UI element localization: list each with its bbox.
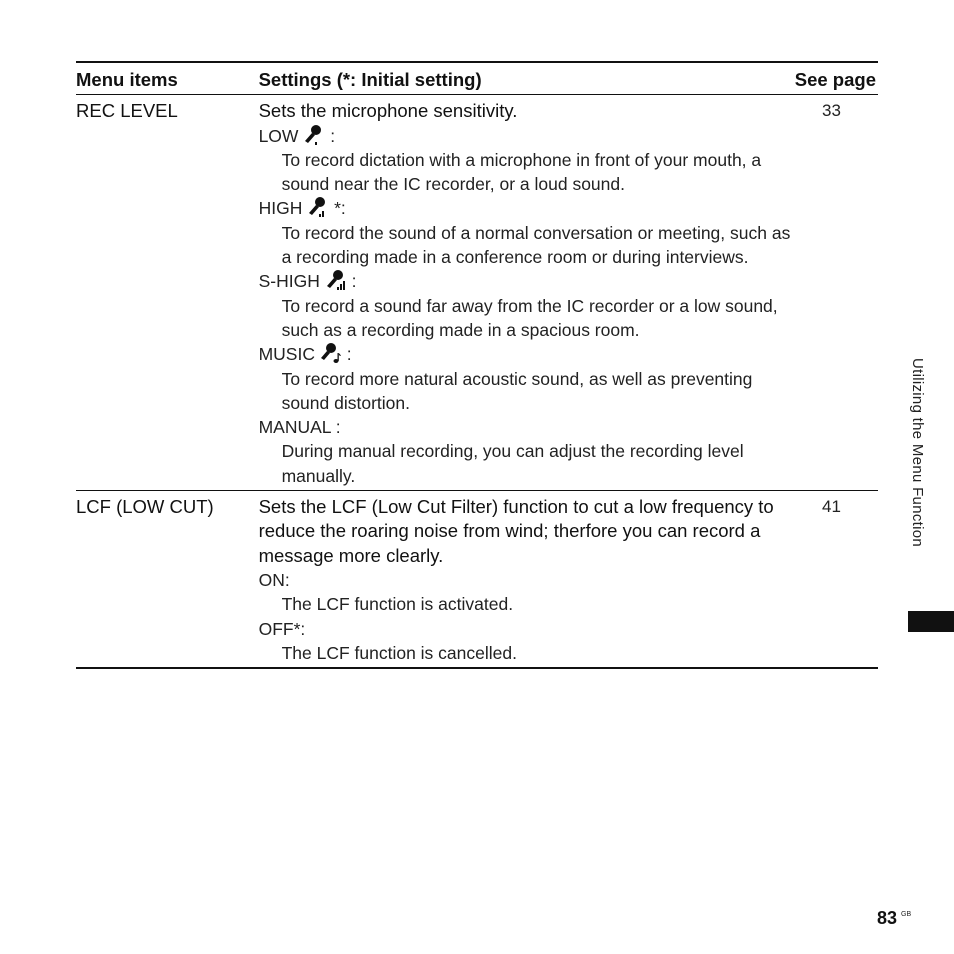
option-s-high-description: To record a sound far away from the IC recorder or a low sound, such as a recording made in a spacious room. xyxy=(281,295,778,340)
side-tab-marker xyxy=(908,611,954,632)
page-number: 83 xyxy=(877,908,898,928)
option-manual-label: MANUAL : xyxy=(258,417,341,438)
header-settings: Settings (*: Initial setting) xyxy=(259,62,793,95)
option-off-label: OFF*: xyxy=(258,618,306,639)
header-see-page: See page xyxy=(793,62,878,95)
option-high-label: HIGH xyxy=(258,198,303,219)
option-low-label: LOW xyxy=(258,125,299,146)
rec-level-lead: Sets the microphone sensitivity. xyxy=(258,100,518,122)
table-header-row xyxy=(76,62,878,95)
lcf-item: LCF (LOW CUT) xyxy=(76,491,259,669)
option-low xyxy=(259,124,793,148)
option-on-label: ON: xyxy=(258,569,290,590)
lcf-lead: Sets the LCF (Low Cut Filter) function to cut a low frequency to reduce the roaring noise from wind; therfore you can record a message more clearly. xyxy=(258,496,774,566)
mic-low-icon xyxy=(303,124,325,146)
option-s-high-suffix: : xyxy=(351,271,357,292)
option-high xyxy=(259,196,793,220)
option-music-description: To record more natural acoustic sound, as well as preventing sound distortion. xyxy=(281,368,753,413)
rec-level-settings xyxy=(259,95,793,491)
option-high-description: To record the sound of a normal conversation or meeting, such as a recording made in a conference room or during interviews. xyxy=(281,222,791,268)
option-manual-description: During manual recording, you can adjust the recording level manually. xyxy=(281,441,744,486)
table-row-lcf xyxy=(76,491,878,669)
option-s-high-label: S-HIGH xyxy=(258,271,320,292)
rec-level-page: 33 xyxy=(793,95,878,491)
option-on-description: The LCF function is activated. xyxy=(281,594,514,615)
side-tab-label: Utilizing the Menu Function xyxy=(909,358,926,548)
lcf-page: 41 xyxy=(793,491,878,669)
table-row-rec-level xyxy=(76,95,878,491)
header-menu-items: Menu items xyxy=(76,62,259,95)
page-region-suffix: GB xyxy=(901,911,912,918)
option-music-suffix: : xyxy=(346,344,352,365)
lcf-settings xyxy=(259,491,793,669)
mic-shigh-icon xyxy=(325,269,347,291)
option-music-label: MUSIC xyxy=(258,344,315,365)
rec-level-item: REC LEVEL xyxy=(76,95,259,491)
option-music xyxy=(259,342,793,366)
option-high-suffix: *: xyxy=(334,198,346,219)
option-low-description: To record dictation with a microphone in front of your mouth, a sound near the IC recorder, or a loud sound. xyxy=(281,149,762,195)
option-low-suffix: : xyxy=(330,125,336,146)
mic-high-icon xyxy=(307,196,329,218)
mic-music-icon xyxy=(320,342,342,364)
menu-settings-table xyxy=(76,61,878,669)
option-off-description: The LCF function is cancelled. xyxy=(281,642,517,663)
option-s-high xyxy=(259,269,793,293)
